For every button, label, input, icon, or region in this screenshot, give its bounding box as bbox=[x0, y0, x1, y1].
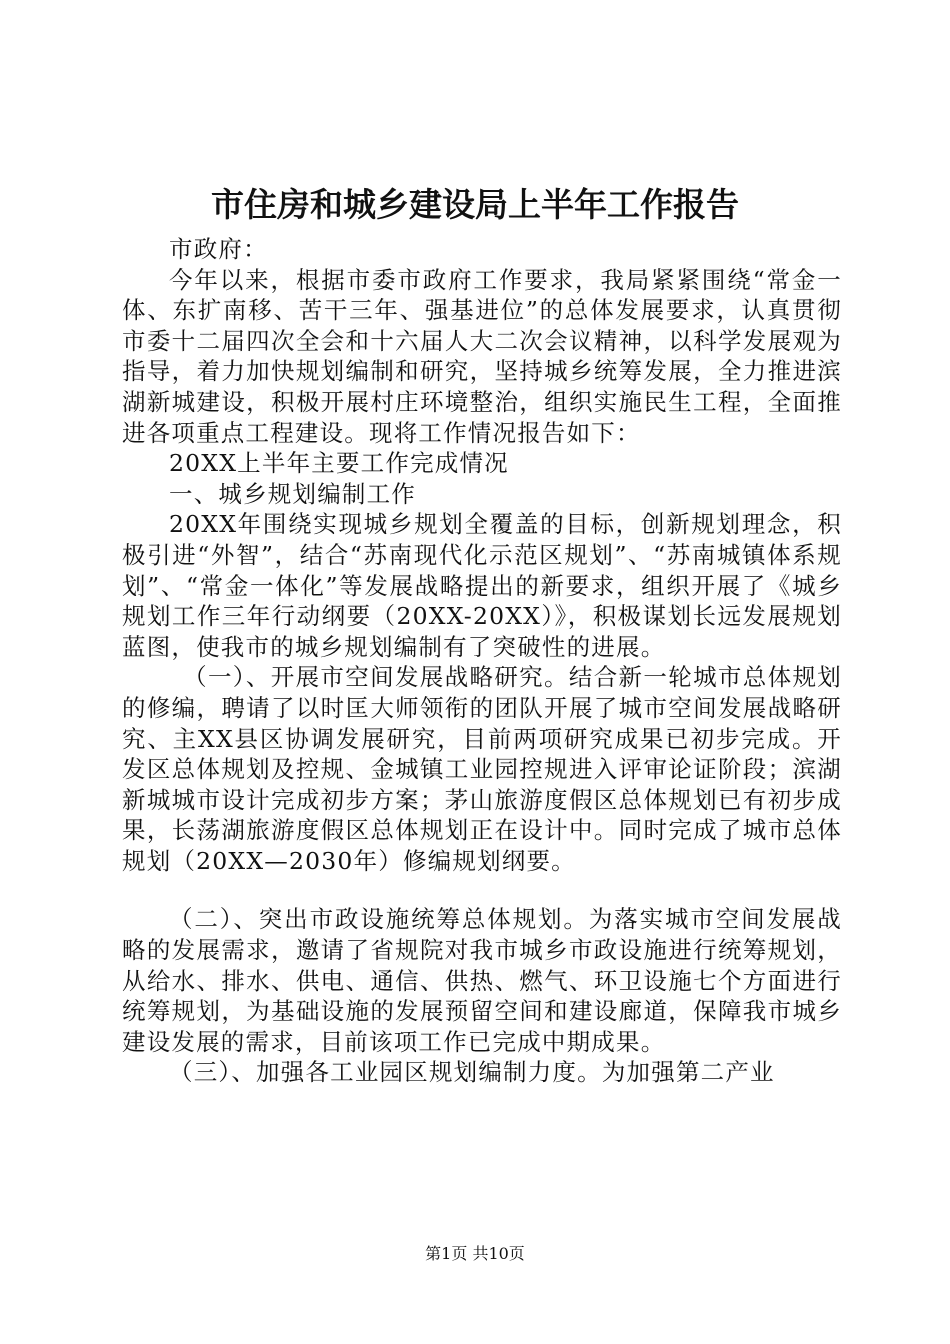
section-heading-planning: 一、城乡规划编制工作 bbox=[169, 479, 416, 508]
document-title: 市住房和城乡建设局上半年工作报告 bbox=[211, 185, 739, 224]
paragraph-intro: 今年以来，根据市委市政府工作要求，我局紧紧围绕“常金一体、东扩南移、苦干三年、强基进位”的总体发展要求，认真贯彻市委十二届四次全会和十六届人大二次会议精神，以科学发展观为指导，着力加快规划编制和研究，坚持城乡统筹发展，全力推进滨湖新城建设，积极开展村庄环境整治，组织实施民生工程，全面推进各项重点工程建设。现将工作情况报告如下： bbox=[122, 265, 842, 447]
paragraph-item-3: （三）、加强各工业园区规划编制力度。为加强第二产业 bbox=[169, 1058, 775, 1087]
document-body bbox=[122, 234, 842, 1088]
section-heading-summary: 20XX上半年主要工作完成情况 bbox=[169, 449, 509, 478]
salutation: 市政府： bbox=[169, 235, 268, 263]
page-number: 第1页 共10页 bbox=[425, 1244, 525, 1263]
paragraph-item-2: （二）、突出市政设施统筹总体规划。为落实城市空间发展战略的发展需求，邀请了省规院对我市城乡市政设施进行统筹规划，从给水、排水、供电、通信、供热、燃气、环卫设施七个方面进行统筹规划，为基础设施的发展预留空间和建设廊道，保障我市城乡建设发展的需求，目前该项工作已完成中期成果。 bbox=[122, 905, 842, 1056]
paragraph-item-1: （一）、开展市空间发展战略研究。结合新一轮城市总体规划的修编，聘请了以时匡大师领衔的团队开展了城市空间发展战略研究、主XX县区协调发展研究，目前两项研究成果已初步完成。开发区总体规划及控规、金城镇工业园控规进入评审论证阶段；滨湖新城城市设计完成初步方案；茅山旅游度假区总体规划已有初步成果，长荡湖旅游度假区总体规划正在设计中。同时完成了城市总体规划（20XX—2030年）修编规划纲要。 bbox=[122, 663, 842, 875]
page-footer bbox=[0, 1243, 950, 1265]
paragraph-planning: 20XX年围绕实现城乡规划全覆盖的目标，创新规划理念，积极引进“外智”，结合“苏南现代化示范区规划”、“苏南城镇体系规划”、“常金一体化”等发展战略提出的新要求，组织开展了《城乡规划工作三年行动纲要（20XX-20XX）》，积极谋划长远发展规划蓝图，使我市的城乡规划编制有了突破性的进展。 bbox=[122, 510, 842, 661]
